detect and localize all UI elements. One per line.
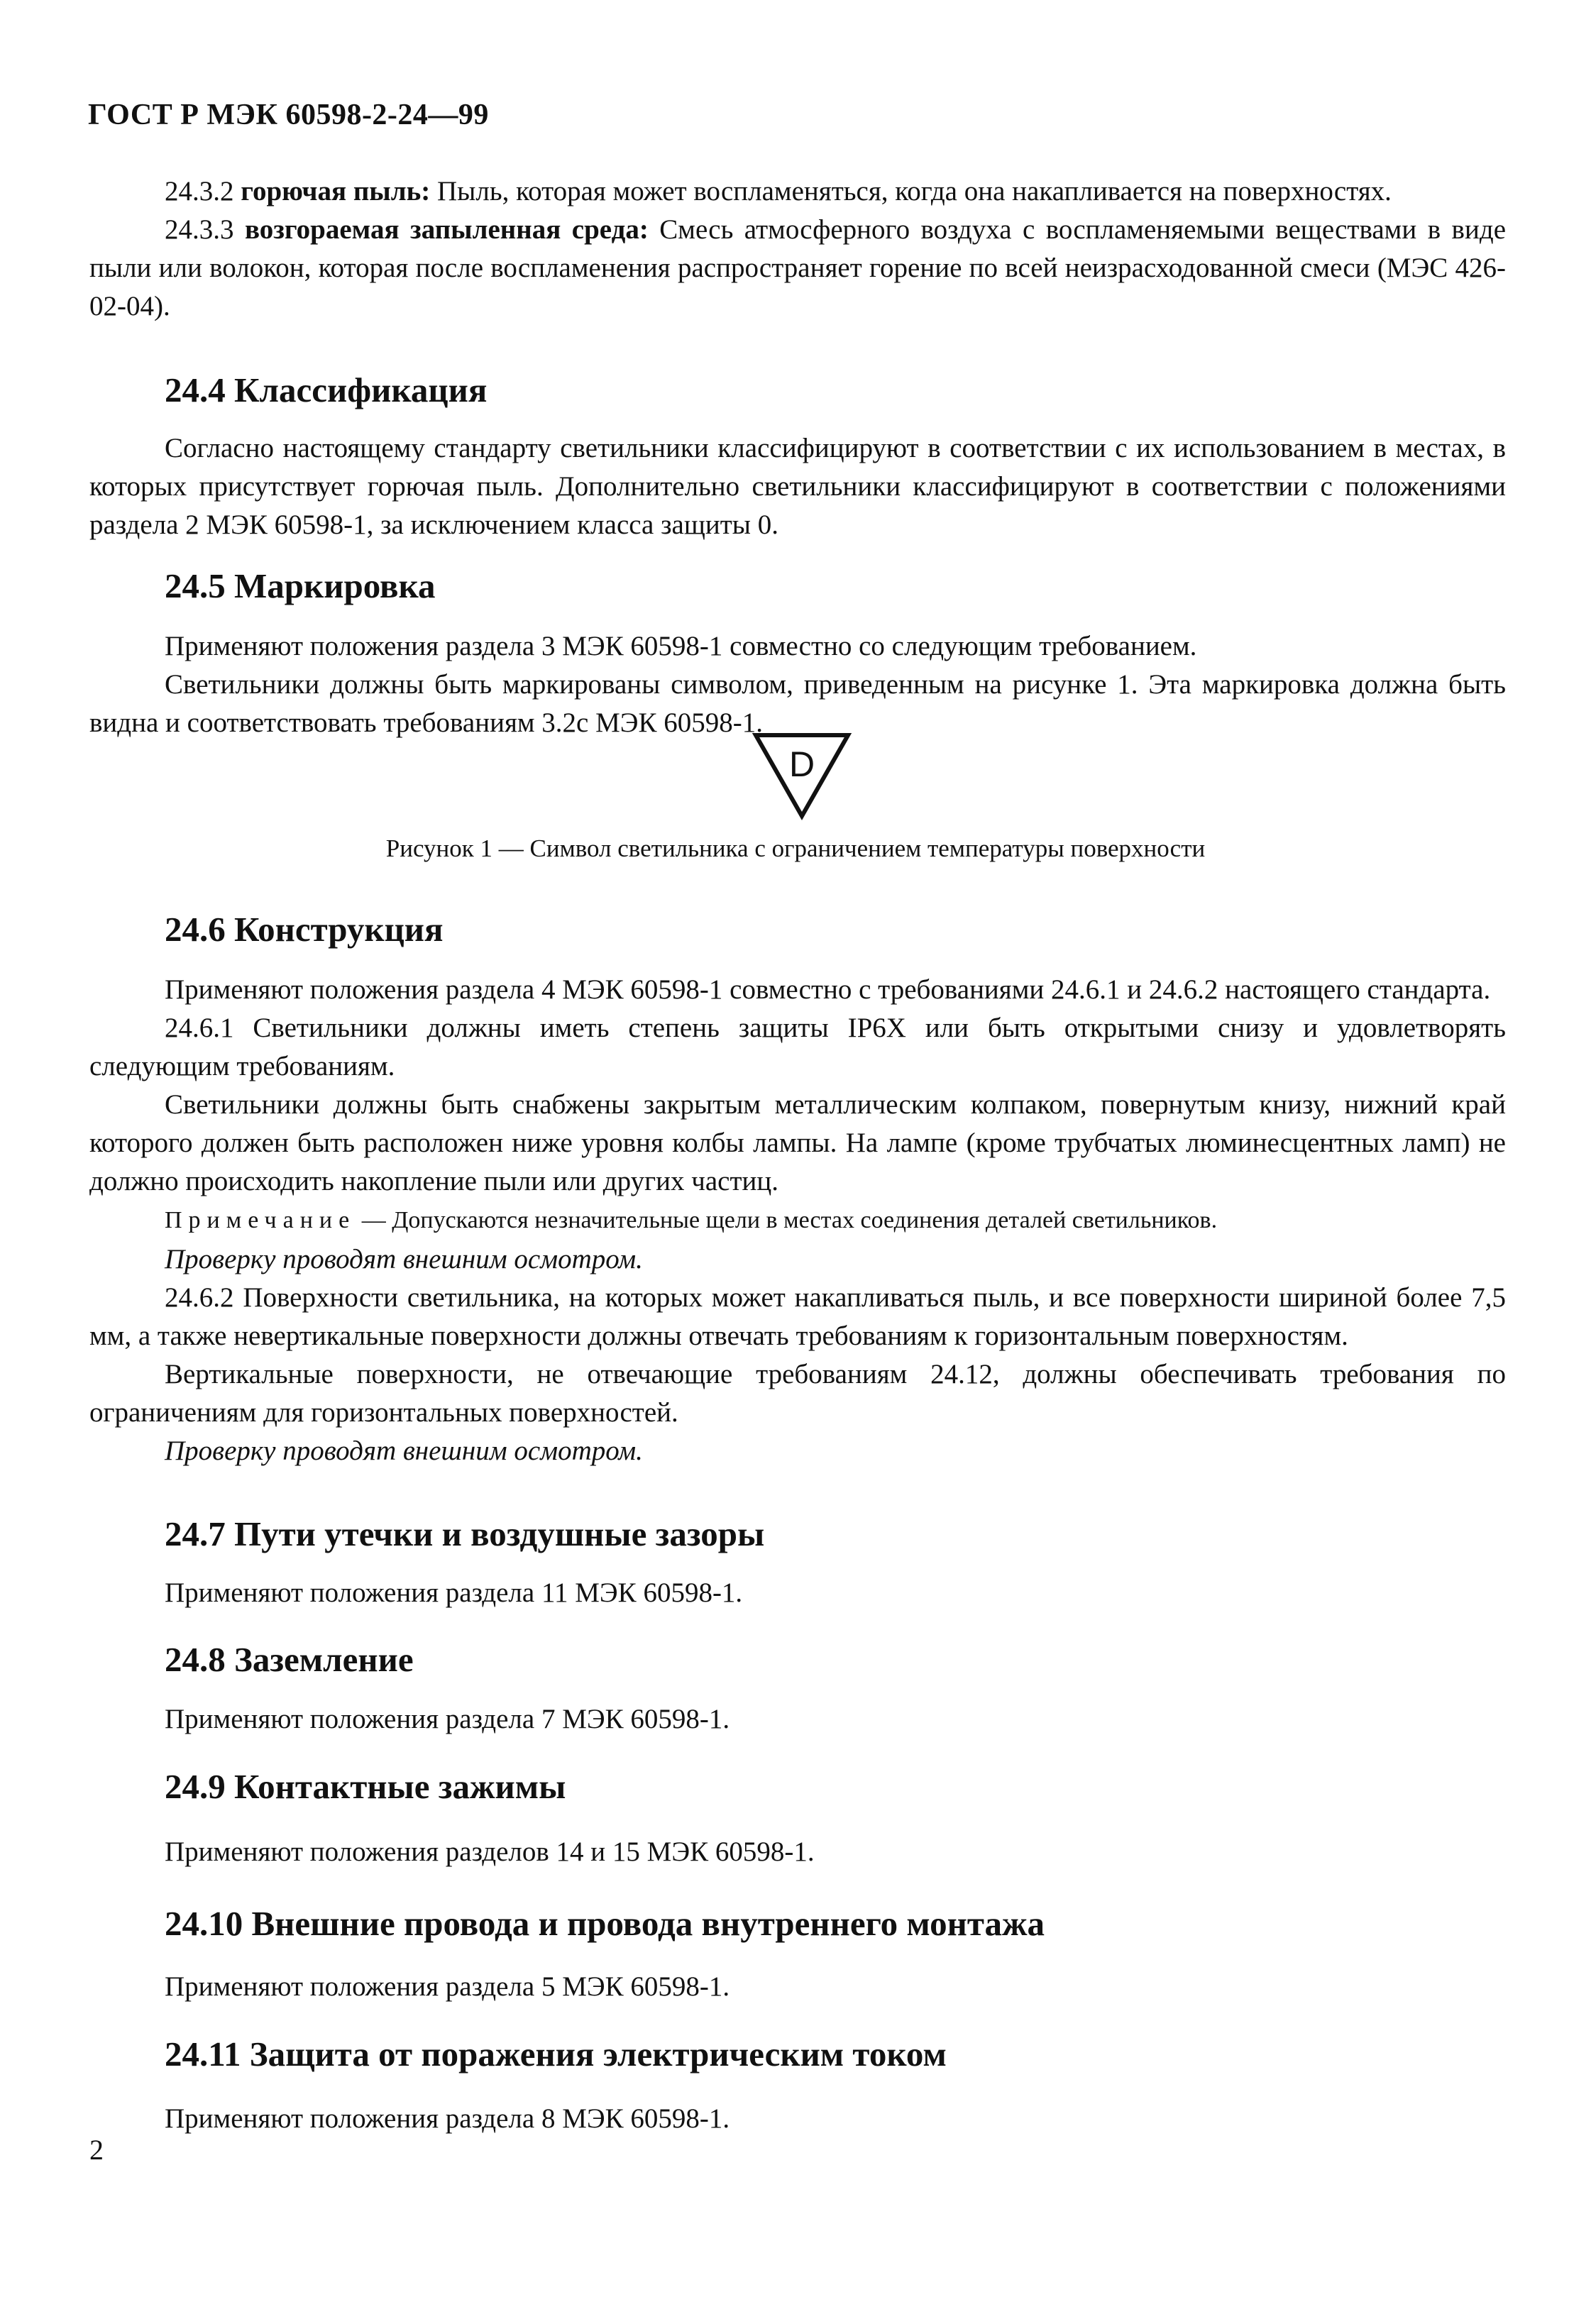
- definition-24-3-3: [89, 211, 1506, 326]
- section-heading-24-9: 24.9 Контактные зажимы: [165, 1767, 566, 1806]
- section-heading-24-11: 24.11 Защита от поражения электрическим током: [165, 2034, 947, 2074]
- paragraph: Вертикальные поверхности, не отвечающие требованиям 24.12, должны обеспечивать требования по ограничениям для горизонтальных поверхностей.: [89, 1359, 1506, 1428]
- paragraph: Применяют положения раздела 8 МЭК 60598-1.: [165, 2103, 730, 2134]
- section-24-5-body: [89, 627, 1506, 742]
- paragraph: Светильники должны быть маркированы символом, приведенным на рисунке 1. Эта маркировка должна быть видна и соответствовать требованиям 3.2с МЭК 60598-1.: [89, 669, 1506, 738]
- paragraph: Светильники должны быть снабжены закрытым металлическим колпаком, повернутым книзу, нижний край которого должен быть расположен ниже уровня колбы лампы. На лампе (кроме трубчатых люминесцентных ламп) не должно происходить накопление пыли или других частиц.: [89, 1089, 1506, 1196]
- check-method: Проверку проводят внешним осмотром.: [165, 1244, 643, 1274]
- section-24-9-body: [89, 1833, 1506, 1871]
- surface-temperature-symbol-icon: [749, 729, 855, 822]
- section-24-7-body: [89, 1574, 1506, 1612]
- paragraph: Применяют положения раздела 5 МЭК 60598-1.: [165, 1971, 730, 2002]
- note-text: — Допускаются незначительные щели в местах соединения деталей светильников.: [356, 1207, 1218, 1233]
- section-24-11-body: [89, 2100, 1506, 2138]
- section-heading-24-8: 24.8 Заземление: [165, 1640, 414, 1679]
- section-heading-24-5: 24.5 Маркировка: [165, 566, 436, 605]
- clause-number: 24.3.3: [165, 214, 234, 245]
- section-heading-24-10: 24.10 Внешние провода и провода внутреннего монтажа: [165, 1904, 1045, 1943]
- paragraph: Применяют положения разделов 14 и 15 МЭК 60598-1.: [165, 1836, 815, 1867]
- section-24-6-body: [89, 971, 1506, 1470]
- paragraph: Согласно настоящему стандарту светильники классифицируют в соответствии с их использованием в местах, в которых присутствует горючая пыль. Дополнительно светильники классифицируют в соответствии с положениями раздела 2 МЭК 60598-1, за исключением класса защиты 0.: [89, 433, 1506, 540]
- figure-caption: Рисунок 1 — Символ светильника с ограничением температуры поверхности: [385, 835, 1206, 862]
- check-method: Проверку проводят внешним осмотром.: [165, 1436, 643, 1466]
- paragraph: Применяют положения раздела 11 МЭК 60598-1.: [165, 1577, 743, 1608]
- paragraph: Применяют положения раздела 7 МЭК 60598-1.: [165, 1704, 730, 1734]
- section-heading-24-4: 24.4 Классификация: [165, 370, 488, 409]
- section-heading-24-7: 24.7 Пути утечки и воздушные зазоры: [165, 1514, 765, 1553]
- section-24-10-body: [89, 1968, 1506, 2006]
- clause-number: 24.3.2: [165, 176, 234, 206]
- symbol-letter: D: [788, 744, 815, 784]
- paragraph: Применяют положения раздела 3 МЭК 60598-1 совместно со следующим требованием.: [165, 631, 1197, 661]
- definitions-block: [89, 172, 1506, 326]
- note-label: Примечание: [165, 1207, 356, 1233]
- section-24-4-body: [89, 429, 1506, 544]
- definition-text: Смесь атмосферного воздуха с воспламеняемыми веществами в виде пыли или волокон, которая после воспламенения распространяет горение по всей неизрасходованной смеси (МЭС 426-02-04).: [89, 214, 1506, 321]
- document-header: ГОСТ Р МЭК 60598-2-24—99: [88, 99, 489, 131]
- section-heading-24-6: 24.6 Конструкция: [165, 910, 444, 949]
- term: горючая пыль:: [241, 176, 431, 206]
- paragraph: 24.6.1 Светильники должны иметь степень защиты IP6X или быть открытыми снизу и удовлетворять следующим требованиям.: [89, 1013, 1506, 1081]
- page-number: 2: [89, 2134, 104, 2166]
- paragraph: 24.6.2 Поверхности светильника, на которых может накапливаться пыль, и все поверхности шириной более 7,5 мм, а также невертикальные поверхности должны отвечать требованиям к горизонтальным поверхностям.: [89, 1282, 1506, 1351]
- term: возгораемая запыленная среда:: [244, 214, 649, 245]
- paragraph: Применяют положения раздела 4 МЭК 60598-1 совместно с требованиями 24.6.1 и 24.6.2 настоящего стандарта.: [165, 974, 1491, 1005]
- definition-text: Пыль, которая может воспламеняться, когда она накапливается на поверхностях.: [437, 176, 1392, 206]
- note: [89, 1201, 1506, 1240]
- section-24-8-body: [89, 1700, 1506, 1739]
- definition-24-3-2: [89, 172, 1506, 211]
